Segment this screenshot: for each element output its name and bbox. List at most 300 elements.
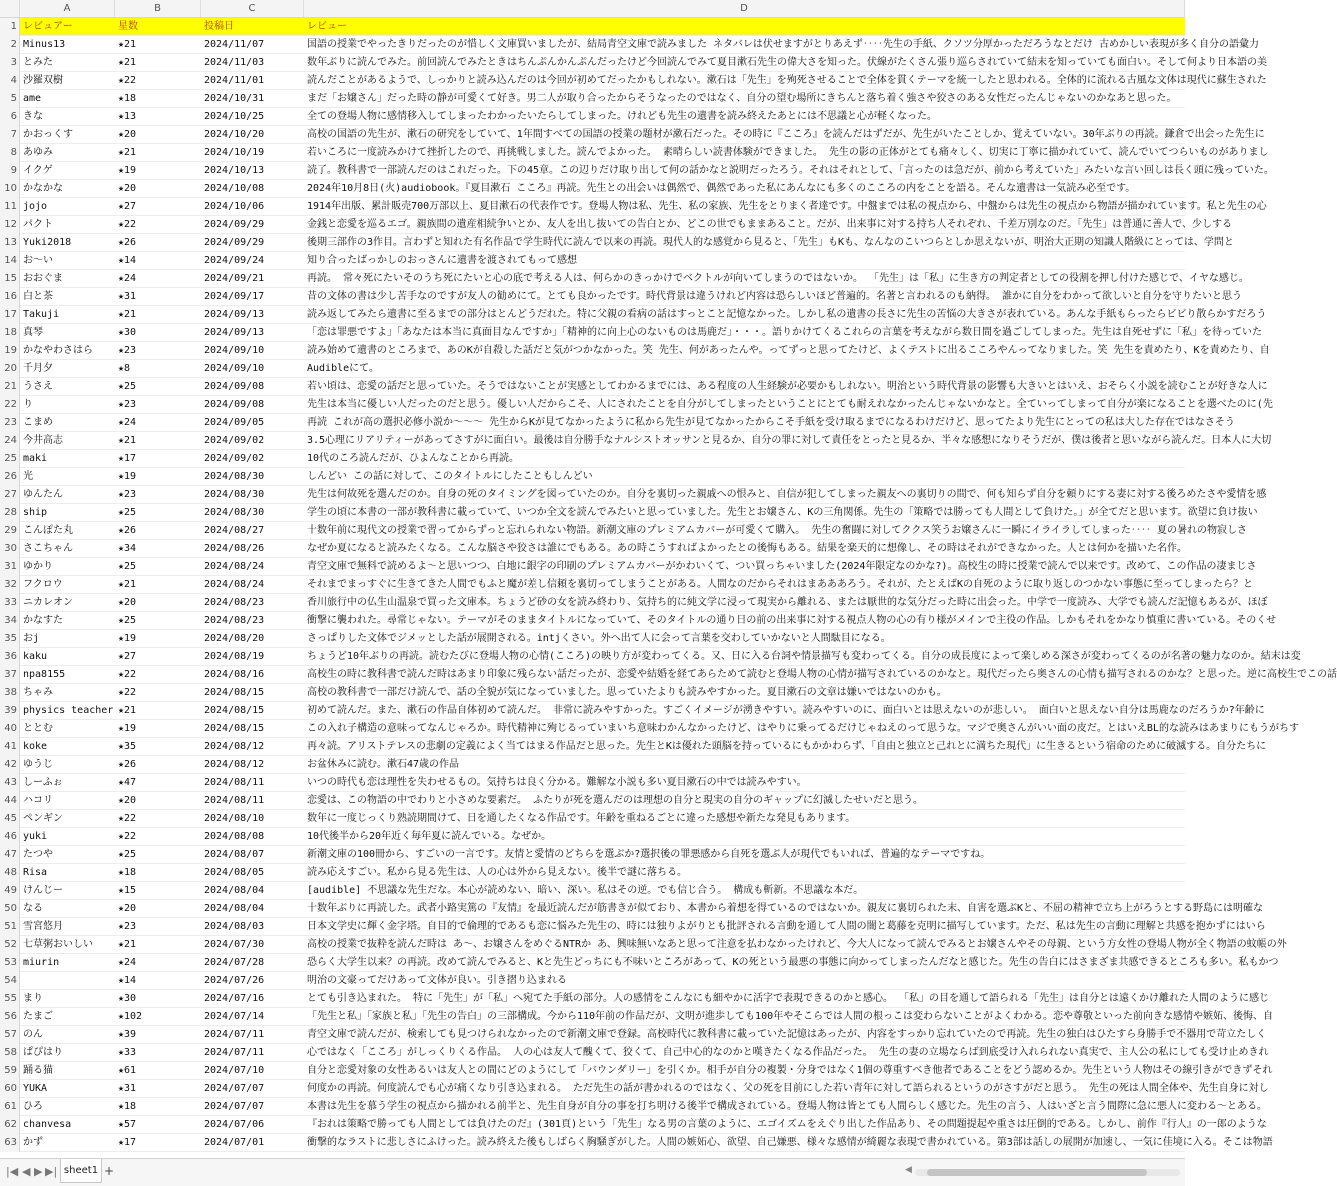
row-number[interactable]: 40: [0, 720, 20, 738]
row-number[interactable]: 18: [0, 324, 20, 342]
review-cell[interactable]: 香川旅行中の仏生山温泉で買った文庫本。ちょうど砂の女を読み終わり、気持ち的に純文学に浸って現実から離れる、または厭世的な気分だった時に出会った。中学で一度読み、大学でも読んだ記憶もあるが、ほぼ: [307, 597, 1268, 608]
row-number[interactable]: 29: [0, 522, 20, 540]
review-cell[interactable]: 数年に一度じっくり熟読期間けて、日を通したくなる作品です。年齢を重ねるごとに違った感想や新たな発見もあります。: [307, 813, 856, 824]
review-cell[interactable]: 10代後半から20年近く毎年夏に読んでいる。なぜか。: [307, 831, 552, 842]
row-number[interactable]: 22: [0, 396, 20, 414]
reviewer-cell[interactable]: ととむ: [23, 723, 53, 734]
reviewer-cell[interactable]: ame: [23, 93, 42, 104]
date-cell[interactable]: 2024/07/11: [204, 1029, 265, 1040]
review-cell[interactable]: お盆休みに読む。漱石47歳の作品: [307, 759, 460, 770]
reviewer-cell[interactable]: たまご: [23, 1011, 53, 1022]
review-cell[interactable]: 本書は先生を慕う学生の視点から描かれる前半と、先生自身が自分の事を打ち明ける後半で構成されている。登場人物は皆とても人間らしく感じた。先生の言う、人はいざと言う間際に急に悪人に変わる～とある。: [307, 1101, 1267, 1112]
row-number[interactable]: 48: [0, 864, 20, 882]
row-number[interactable]: 4: [0, 72, 20, 90]
review-cell[interactable]: いつの時代も恋は理性を失わせるもの。気持ちは良く分かる。難解な小説も多い夏目漱石の中では読みやすい。: [307, 777, 807, 788]
stars-cell[interactable]: ★22: [118, 669, 137, 680]
review-cell[interactable]: 1914年出版、累計販売700万部以上、夏目漱石の代表作です。登場人物は私、先生、私の家族、先生をとりまく者達です。中盤までは私の視点から、中盤からは先生の視点から物語が描かれています。私と先生の心: [307, 201, 1267, 212]
row-number[interactable]: 44: [0, 792, 20, 810]
row-number[interactable]: 41: [0, 738, 20, 756]
stars-cell[interactable]: ★24: [118, 957, 137, 968]
date-cell[interactable]: 2024/10/13: [204, 165, 265, 176]
stars-cell[interactable]: ★20: [118, 183, 137, 194]
reviewer-cell[interactable]: koke: [23, 741, 48, 752]
review-cell[interactable]: 恐らく大学生以来？の再読。改めて読んでみると、Kと先生どっちにも不味いところがあって、Kの死という最悪の事態に向かってしまったんだなと感じた。先生の告白にはさまざま共感できるところも多い。私もかつ: [307, 957, 1279, 968]
review-cell[interactable]: 十数年ぶりに再読した。武者小路実篤の『友情』を最近読んだが筋書きが似ており、本書から着想を得ているのではないか。親友に裏切られた末、自害を選ぶKと、不屈の精神で立ち上がろうとする野島には明確な: [307, 903, 1264, 914]
stars-cell[interactable]: ★21: [118, 57, 137, 68]
row-number[interactable]: 28: [0, 504, 20, 522]
date-cell[interactable]: 2024/11/01: [204, 75, 265, 86]
row-number[interactable]: 56: [0, 1008, 20, 1026]
reviewer-cell[interactable]: Takuji: [23, 309, 60, 320]
stars-cell[interactable]: ★30: [118, 327, 137, 338]
last-sheet-icon[interactable]: ▶|: [45, 1165, 58, 1178]
header-cell-date[interactable]: 投稿日: [204, 21, 234, 32]
stars-cell[interactable]: ★21: [118, 579, 137, 590]
date-cell[interactable]: 2024/08/15: [204, 687, 265, 698]
review-cell[interactable]: 数年ぶりに読んでみた。前回読んでみたときはちんぷんかんぷんだったけど今回読んでみて夏目漱石先生の偉大さを知った。伏線がたくさん張り巡らされていて結末を知っていても面白い。そして何より日本語の美: [307, 57, 1267, 68]
review-cell[interactable]: 全ての登場人物に感情移入してしまったわかったいたらしてしまった。けれども先生の遺書を読み終えたあとには不思議と心が軽くなった。: [307, 111, 937, 122]
date-cell[interactable]: 2024/10/20: [204, 129, 265, 140]
date-cell[interactable]: 2024/08/03: [204, 921, 265, 932]
header-cell-review[interactable]: レビュー: [307, 21, 347, 32]
prev-sheet-icon[interactable]: ◀: [22, 1165, 31, 1178]
review-cell[interactable]: それまでまっすぐに生きてきた人間でもふと魔が差し信頼を裏切ってしまうことがある。人間なのだからそれはまあああろう。それが、たとえばKの自死のように取り返しのつかない事態に至ってしまったら？と: [307, 579, 1254, 590]
date-cell[interactable]: 2024/07/26: [204, 975, 265, 986]
reviewer-cell[interactable]: chanvesa: [23, 1119, 72, 1130]
row-number[interactable]: 13: [0, 234, 20, 252]
stars-cell[interactable]: ★22: [118, 831, 137, 842]
reviewer-cell[interactable]: 七草粥おいしい: [23, 939, 93, 950]
row-number[interactable]: 46: [0, 828, 20, 846]
date-cell[interactable]: 2024/07/01: [204, 1137, 265, 1148]
stars-cell[interactable]: ★27: [118, 651, 137, 662]
review-cell[interactable]: 青空文庫で無料で読めるよ～と思いつつ、白地に銀字の印刷のプレミアムカバーがかわいくて、つい買っちゃいました(2024年限定なのかな?)。高校生の時に授業で読んで以来です。改めて、この作品の凄まじさ: [307, 561, 1257, 572]
stars-cell[interactable]: ★23: [118, 399, 137, 410]
stars-cell[interactable]: ★19: [118, 471, 137, 482]
row-number[interactable]: 24: [0, 432, 20, 450]
row-number[interactable]: 8: [0, 144, 20, 162]
date-cell[interactable]: 2024/09/08: [204, 399, 265, 410]
row-number[interactable]: 31: [0, 558, 20, 576]
date-cell[interactable]: 2024/09/21: [204, 273, 265, 284]
reviewer-cell[interactable]: こんぽた丸: [23, 525, 73, 536]
review-cell[interactable]: 3.5心理にリアリティーがあってさすがに面白い。最後は自分勝手なナルシストオッサンと見るか、自分の罪に対して責任をとったと見るか、半々な感想になりそうだが、僕は後者と思いながら読んだ。日本人に大切: [307, 435, 1272, 446]
reviewer-cell[interactable]: り: [23, 399, 33, 410]
reviewer-cell[interactable]: 沙羅双樹: [23, 75, 63, 86]
stars-cell[interactable]: ★34: [118, 543, 137, 554]
review-cell[interactable]: 恋愛は、この物語の中でわりと小さめな要素だ。 ふたりが死を選んだのは理想の自分と現実の自分のギャップに幻滅したせいだと思う。: [307, 795, 924, 806]
row-number[interactable]: 59: [0, 1062, 20, 1080]
stars-cell[interactable]: ★23: [118, 921, 137, 932]
reviewer-cell[interactable]: jojo: [23, 201, 48, 212]
reviewer-cell[interactable]: 千月夕: [23, 363, 53, 374]
row-number[interactable]: 5: [0, 90, 20, 108]
reviewer-cell[interactable]: おおぐま: [23, 273, 63, 284]
date-cell[interactable]: 2024/08/15: [204, 705, 265, 716]
stars-cell[interactable]: ★26: [118, 237, 137, 248]
reviewer-cell[interactable]: きな: [23, 111, 43, 122]
review-cell[interactable]: Audibleにて。: [307, 363, 379, 374]
row-number[interactable]: 30: [0, 540, 20, 558]
row-number[interactable]: 50: [0, 900, 20, 918]
date-cell[interactable]: 2024/08/08: [204, 831, 265, 842]
stars-cell[interactable]: ★19: [118, 723, 137, 734]
date-cell[interactable]: 2024/09/10: [204, 363, 265, 374]
review-cell[interactable]: 青空文庫で読んだが、検索しても見つけられなかったので新潮文庫で登録。高校時代に教科書に載っていた記憶はあったが、内容をすっかり忘れていたので再読。先生の独白はひたすら身勝手で不器用で苛立たしく: [307, 1029, 1267, 1040]
stars-cell[interactable]: ★21: [118, 147, 137, 158]
first-sheet-icon[interactable]: |◀: [6, 1165, 19, 1178]
review-cell[interactable]: ちょうど10年ぶりの再読。読むたびに登場人物の心情(こころ)の映り方が変わってくる。又、日に入る台詞や情景描写も変わってくる。自分の成長度によって楽しめる深さが変わってくるのが名著の魅力なのか。結末は変: [307, 651, 1301, 662]
date-cell[interactable]: 2024/09/02: [204, 435, 265, 446]
date-cell[interactable]: 2024/09/17: [204, 291, 265, 302]
row-number[interactable]: 35: [0, 630, 20, 648]
date-cell[interactable]: 2024/08/07: [204, 849, 265, 860]
row-number[interactable]: 23: [0, 414, 20, 432]
review-cell[interactable]: 高校の国語の先生が、漱石の研究をしていて、1年間すべての国語の授業の題材が漱石だった。その時に『こころ』を読んだはずだが、先生がいたことしか、覚えていない。30年ぶりの再読。鎌倉で出会った先生に: [307, 129, 1265, 140]
stars-cell[interactable]: ★25: [118, 381, 137, 392]
reviewer-cell[interactable]: ship: [23, 507, 48, 518]
row-number[interactable]: 60: [0, 1080, 20, 1098]
row-number[interactable]: 39: [0, 702, 20, 720]
row-number[interactable]: 55: [0, 990, 20, 1008]
date-cell[interactable]: 2024/08/30: [204, 471, 265, 482]
reviewer-cell[interactable]: かず: [23, 1137, 43, 1148]
date-cell[interactable]: 2024/10/25: [204, 111, 265, 122]
reviewer-cell[interactable]: YUKA: [23, 1083, 48, 1094]
date-cell[interactable]: 2024/08/11: [204, 777, 265, 788]
stars-cell[interactable]: ★22: [118, 813, 137, 824]
stars-cell[interactable]: ★21: [118, 939, 137, 950]
review-cell[interactable]: 金銭と恋愛を巡るエゴ。親族間の遺産相続争いとか、友人を出し抜いての告白とか、どこの世でもままあること。だが、出来事に対する持ち人それぞれ、千差万別なのだ。「先生」は普通に善人で、少しする: [307, 219, 1232, 230]
date-cell[interactable]: 2024/08/10: [204, 813, 265, 824]
date-cell[interactable]: 2024/08/26: [204, 543, 265, 554]
stars-cell[interactable]: ★26: [118, 759, 137, 770]
date-cell[interactable]: 2024/09/24: [204, 255, 265, 266]
header-cell-stars[interactable]: 星数: [118, 21, 138, 32]
date-cell[interactable]: 2024/08/16: [204, 669, 265, 680]
date-cell[interactable]: 2024/09/13: [204, 309, 265, 320]
stars-cell[interactable]: ★14: [118, 255, 137, 266]
stars-cell[interactable]: ★25: [118, 849, 137, 860]
stars-cell[interactable]: ★20: [118, 795, 137, 806]
date-cell[interactable]: 2024/09/29: [204, 219, 265, 230]
column-header-a[interactable]: A: [20, 0, 115, 17]
stars-cell[interactable]: ★25: [118, 507, 137, 518]
review-cell[interactable]: 再々読。アリストテレスの悲劇の定義によく当てはまる作品だと思った。先生とKは優れた頭脳を持っているにもかかわらず、「自由と独立と己れとに満ちた現代」に生きるという宿命のために破滅する。自分たちに: [307, 741, 1267, 752]
date-cell[interactable]: 2024/10/08: [204, 183, 265, 194]
review-cell[interactable]: 知り合ったばっかしのおっさんに遺書を渡されてもって感想: [307, 255, 577, 266]
reviewer-cell[interactable]: kaku: [23, 651, 48, 662]
reviewer-cell[interactable]: 白と茶: [23, 291, 53, 302]
stars-cell[interactable]: ★30: [118, 993, 137, 1004]
row-number[interactable]: 49: [0, 882, 20, 900]
row-number[interactable]: 9: [0, 162, 20, 180]
row-number[interactable]: 43: [0, 774, 20, 792]
review-cell[interactable]: 昔の文体の書は少し苦手なのですが友人の勧めにて。とても良かったです。時代背景は違うけれど内容は恐らしいほど普遍的。名著と言われるのも納得。 誰かに自分をわかって欲しいと自分を守りたいと思う: [307, 291, 1243, 302]
stars-cell[interactable]: ★31: [118, 1083, 137, 1094]
row-number[interactable]: 37: [0, 666, 20, 684]
reviewer-cell[interactable]: フクロウ: [23, 579, 63, 590]
reviewer-cell[interactable]: Risa: [23, 867, 48, 878]
date-cell[interactable]: 2024/08/23: [204, 615, 265, 626]
reviewer-cell[interactable]: イクゲ: [23, 165, 53, 176]
review-cell[interactable]: しんどい この話に対して、このタイトルにしたこともしんどい: [307, 471, 593, 482]
date-cell[interactable]: 2024/07/14: [204, 1011, 265, 1022]
date-cell[interactable]: 2024/09/05: [204, 417, 265, 428]
row-number[interactable]: 32: [0, 576, 20, 594]
row-number[interactable]: 63: [0, 1134, 20, 1152]
row-number[interactable]: 16: [0, 288, 20, 306]
review-cell[interactable]: とても引き込まれた。 特に「先生」が「私」へ宛てた手紙の部分。人の感情をこんなにも細やかに活字で表現できるのかと感心。 「私」の目を通して語られる「先生」は自分とは遠くかけ離れた人間のように感じ: [307, 993, 1270, 1004]
stars-cell[interactable]: ★13: [118, 111, 137, 122]
reviewer-cell[interactable]: まり: [23, 993, 43, 1004]
reviewer-cell[interactable]: ちゃみ: [23, 687, 53, 698]
review-cell[interactable]: 読了。教科書で一部読んだのはこれだった。下の45章。この辺りだけ取り出して何の話かなと説明だったろう。それはそれとして、「言ったのは急だが、前から考えていた」みたいな言い回しは長く頭に残っていた。: [307, 165, 1274, 176]
reviewer-cell[interactable]: miurin: [23, 957, 60, 968]
reviewer-cell[interactable]: かおっくす: [23, 129, 73, 140]
column-header-c[interactable]: C: [201, 0, 304, 17]
row-number[interactable]: 26: [0, 468, 20, 486]
stars-cell[interactable]: ★18: [118, 93, 137, 104]
scroll-left-icon[interactable]: ◀: [905, 1165, 912, 1175]
date-cell[interactable]: 2024/10/19: [204, 147, 265, 158]
date-cell[interactable]: 2024/09/13: [204, 327, 265, 338]
row-number[interactable]: 3: [0, 54, 20, 72]
date-cell[interactable]: 2024/08/23: [204, 597, 265, 608]
add-sheet-icon[interactable]: +: [104, 1164, 115, 1178]
row-number[interactable]: 38: [0, 684, 20, 702]
row-number[interactable]: 7: [0, 126, 20, 144]
reviewer-cell[interactable]: ハコリ: [23, 795, 53, 806]
stars-cell[interactable]: ★20: [118, 597, 137, 608]
row-number[interactable]: 61: [0, 1098, 20, 1116]
review-cell[interactable]: さっぱりした文体でジメッとした話が展開される。intjくさい。外へ出て人に会って言葉を交わしていかないと人間駄目になる。: [307, 633, 891, 644]
review-cell[interactable]: 高校生の時に教科書で読んだ時はあまり印象に残らない話だったが、恋愛や結婚を経てあらためて読むと登場人物の心情が描写されているのかなと。現代だったら奥さんの心情も描写されるのかな？と思った。逆に高校生でこの話: [307, 669, 1337, 680]
reviewer-cell[interactable]: ぱぴはり: [23, 1047, 63, 1058]
reviewer-cell[interactable]: かなかな: [23, 183, 63, 194]
date-cell[interactable]: 2024/11/03: [204, 57, 265, 68]
reviewer-cell[interactable]: あゆみ: [23, 147, 53, 158]
reviewer-cell[interactable]: ペンギン: [23, 813, 63, 824]
reviewer-cell[interactable]: ゆかり: [23, 561, 53, 572]
review-cell[interactable]: 先生は何故死を選んだのか。自身の死のタイミングを図っていたのか。自分を裏切った親戚への恨みと、自信が犯してしまった親友への裏切りの間で、何も知らず自分を頼りにする妻に対する後ろめたさや愛情を感: [307, 489, 1267, 500]
date-cell[interactable]: 2024/07/28: [204, 957, 265, 968]
review-cell[interactable]: 十数年前に現代文の授業で習ってからずっと忘れられない物語。新潮文庫のプレミアムカバーが可愛くて購入。 先生の奮闘に対してククス笑うお嬢さんに一瞬にイライラしてしまった‥‥ 夏の暑れの物寂しさ: [307, 525, 1247, 536]
reviewer-cell[interactable]: 真琴: [23, 327, 43, 338]
reviewer-cell[interactable]: さこちゃん: [23, 543, 73, 554]
review-cell[interactable]: 衝撃的なラストに悲しさにふけった。読み終えた後もしばらく胸騒ぎがした。人間の嫉妬心、欲望、自己嫌悪、様々な感情が綺麗な表現で書かれている。第3部は話しの展開が加速し、一気に佳境に入る。そこは物語: [307, 1137, 1273, 1148]
review-cell[interactable]: 後期三部作の3作目。言わずと知れた有名作品で学生時代に読んで以来の再読。現代人的な感覚から見ると、「先生」もKも、なんなのこいつらとしか思えないが、明治大正期の知識人階級にとっては、学問と: [307, 237, 1234, 248]
date-cell[interactable]: 2024/08/30: [204, 489, 265, 500]
reviewer-cell[interactable]: こまめ: [23, 417, 53, 428]
reviewer-cell[interactable]: 今井高志: [23, 435, 63, 446]
review-cell[interactable]: この入れ子構造の意味ってなんじゃろか。時代精神に殉じるっていまいち意味わかんなかったけど、はやりに乗ってるだけじゃねえのって思うな。マジで奥さんがいい面の皮だ。とはいえBL的な読みはあまりにもうがちす: [307, 723, 1299, 734]
date-cell[interactable]: 2024/08/24: [204, 579, 265, 590]
row-number[interactable]: 12: [0, 216, 20, 234]
date-cell[interactable]: 2024/08/30: [204, 507, 265, 518]
reviewer-cell[interactable]: Yuki2018: [23, 237, 72, 248]
review-cell[interactable]: 再読 これが高の選択必修小説か～～～ 先生からKが見てなかったように私から先生が見てなかったからこそ手紙を受け取るまでになるわけだけど、思ってたより先生にとっての私は大した存在ではなさそう: [307, 417, 1235, 428]
reviewer-cell[interactable]: なる: [23, 903, 43, 914]
reviewer-cell[interactable]: うさえ: [23, 381, 53, 392]
date-cell[interactable]: 2024/09/08: [204, 381, 265, 392]
reviewer-cell[interactable]: かなすた: [23, 615, 63, 626]
review-cell[interactable]: 再読。 常々死にたいそのうち死にたいと心の底で考える人は、何らかのきっかけでベクトルが向いてしまうのではないか。 「先生」は「私」に生き方の判定者としての役割を押し付けた感じで、イヤな感じ。: [307, 273, 1249, 284]
reviewer-cell[interactable]: npa8155: [23, 669, 66, 680]
row-number[interactable]: 42: [0, 756, 20, 774]
reviewer-cell[interactable]: Minus13: [23, 39, 66, 50]
reviewer-cell[interactable]: maki: [23, 453, 48, 464]
date-cell[interactable]: 2024/07/07: [204, 1083, 265, 1094]
date-cell[interactable]: 2024/08/12: [204, 741, 265, 752]
date-cell[interactable]: 2024/10/06: [204, 201, 265, 212]
reviewer-cell[interactable]: パクト: [23, 219, 53, 230]
review-cell[interactable]: 「先生と私」「家族と私」「先生の告白」の三部構成。今から110年前の作品だが、文明が進歩しても100年やそこらでは人間の根っこは変わらないことがよくわかる。恋や尊敬といった前向きな感情や嫉妬、後悔、自: [307, 1011, 1274, 1022]
review-cell[interactable]: 読んだことがあるようで、しっかりと読み込んだのは今回が初めてだったかもしれない。漱石は「先生」を殉死させることで全体を貫くテーマを統一したと思われる。全体的に流れる古風な文体は現代に蘇生された: [307, 75, 1267, 86]
row-number[interactable]: 21: [0, 378, 20, 396]
review-cell[interactable]: 読み応えすごい。私から見る先生は、人の心は外から見えない。後半で謎に落ちる。: [307, 867, 687, 878]
reviewer-cell[interactable]: ゆうじ: [23, 759, 53, 770]
review-cell[interactable]: 日本文学史に輝く金字塔。自目的で倫理的であるも恋に悩みた先生の、時には独りよがりとも批評される言動を通して人間の闇と葛藤を克明に描写しています。ただ、私は先生の言動に理解と共感を抱かずにはいら: [307, 921, 1266, 932]
row-number[interactable]: 51: [0, 918, 20, 936]
review-cell[interactable]: 先生は本当に優しい人だったのだと思う。優しい人だからこそ、人にされたことを自分がしてしまったということにとても耐えれなかったんじゃないかなと。全ていってしまって自分が楽になることを選べたのに(先: [307, 399, 1273, 410]
row-number[interactable]: 11: [0, 198, 20, 216]
row-number[interactable]: 1: [0, 18, 20, 36]
stars-cell[interactable]: ★57: [118, 1119, 137, 1130]
row-number[interactable]: 10: [0, 180, 20, 198]
row-number[interactable]: 2: [0, 36, 20, 54]
reviewer-cell[interactable]: 踊る猫: [23, 1065, 53, 1076]
stars-cell[interactable]: ★25: [118, 561, 137, 572]
stars-cell[interactable]: ★23: [118, 489, 137, 500]
corner-cell[interactable]: [0, 0, 20, 17]
stars-cell[interactable]: ★21: [118, 705, 137, 716]
row-number[interactable]: 27: [0, 486, 20, 504]
date-cell[interactable]: 2024/07/07: [204, 1101, 265, 1112]
row-number[interactable]: 19: [0, 342, 20, 360]
row-number[interactable]: 45: [0, 810, 20, 828]
reviewer-cell[interactable]: physics teacher: [23, 705, 114, 716]
date-cell[interactable]: 2024/08/11: [204, 795, 265, 806]
date-cell[interactable]: 2024/08/15: [204, 723, 265, 734]
stars-cell[interactable]: ★27: [118, 201, 137, 212]
stars-cell[interactable]: ★20: [118, 129, 137, 140]
date-cell[interactable]: 2024/08/19: [204, 651, 265, 662]
review-cell[interactable]: なぜか夏になると読みたくなる。こんな脳さや狡さは誰にでもある。あの時こうすればよかったとの後悔もある。結果を楽天的に想像し、その時はそれができなかった。人とは何かを描いた名作。: [307, 543, 1187, 554]
stars-cell[interactable]: ★39: [118, 1029, 137, 1040]
review-cell[interactable]: 若いころに一度読みかけて挫折したので、再挑戦しました。読んでよかった。 素晴らしい読書体験ができました。 先生の影の正体がとても痛々しく、切実に丁寧に描かれていて、読んでいてつらいものがありまし: [307, 147, 1269, 158]
stars-cell[interactable]: ★26: [118, 525, 137, 536]
sheet-tab-sheet1[interactable]: sheet1: [60, 1159, 102, 1183]
date-cell[interactable]: 2024/09/02: [204, 453, 265, 464]
review-cell[interactable]: 『おれは策略で勝っても人間としては負けたのだ』(301頁)という「先生」なる男の言葉のように、エゴイズムをえぐり出した作品あり、その問題提起や重さは圧倒的である。しかし、前作『行人』の一郎のような: [307, 1119, 1267, 1130]
date-cell[interactable]: 2024/09/29: [204, 237, 265, 248]
date-cell[interactable]: 2024/07/16: [204, 993, 265, 1004]
date-cell[interactable]: 2024/10/31: [204, 93, 265, 104]
stars-cell[interactable]: ★24: [118, 417, 137, 428]
review-cell[interactable]: [audible] 不思議な先生だな。本心が読めない、暗い、深い。私はその逆。でも信じ合う。 構成も斬新。不思議な本だ。: [307, 885, 864, 896]
stars-cell[interactable]: ★23: [118, 345, 137, 356]
stars-cell[interactable]: ★33: [118, 1047, 137, 1058]
review-cell[interactable]: 高校の教科書で一部だけ読んで、話の全貌が気になっていました。思っていたよりも読みやすかった。夏目漱石の文章は嫌いではないのかも。: [307, 687, 947, 698]
stars-cell[interactable]: ★25: [118, 615, 137, 626]
review-cell[interactable]: 2024年10月8日(火)audiobook。『夏目漱石 こころ』再読。先生との出会いは偶然で、偶然であった私にあんなにも多くのこころの内をことを語る。そんな遺書は一気読み必至です。: [307, 183, 1136, 194]
review-cell[interactable]: 自分と恋愛対象の女性あるいは友人との間にどのようにして「バウンダリー」を引くか。相手が自分の複製・分身ではなく1個の尊重すべき他者であることをどう認めるか。先生という人物はその線引きができずそれ: [307, 1065, 1273, 1076]
date-cell[interactable]: 2024/08/27: [204, 525, 265, 536]
stars-cell[interactable]: ★102: [118, 1011, 143, 1022]
reviewer-cell[interactable]: yuki: [23, 831, 48, 842]
stars-cell[interactable]: ★35: [118, 741, 137, 752]
date-cell[interactable]: 2024/07/10: [204, 1065, 265, 1076]
review-cell[interactable]: 学生の頃に本書の一部が教科書に載っていて、いつか全文を読んでみたいと思っていました。先生とお嬢さん、Kの三角関係。先生の「策略では勝っても人間として負けた。」が全てだと思います。欲望に負け抜い: [307, 507, 1258, 518]
reviewer-cell[interactable]: ニカレオン: [23, 597, 73, 608]
stars-cell[interactable]: ★18: [118, 867, 137, 878]
reviewer-cell[interactable]: かなやわさはら: [23, 345, 93, 356]
review-cell[interactable]: 読み始めて遺書のところまで、あのKが自殺した話だと気がつかなかった。笑 先生、何があったんや。ってずっと思ってたけど、よくテストに出るこころやんってなりました。笑 先生を責めたり、Kを責めたり、自: [307, 345, 1270, 356]
stars-cell[interactable]: ★21: [118, 309, 137, 320]
row-number[interactable]: 25: [0, 450, 20, 468]
stars-cell[interactable]: ★21: [118, 435, 137, 446]
stars-cell[interactable]: ★17: [118, 453, 137, 464]
review-cell[interactable]: 10代のころ読んだが、ひよんなことから再読。: [307, 453, 520, 464]
review-cell[interactable]: 明治の文豪ってだけあって文体が良い。引き摺り込まれる: [307, 975, 567, 986]
stars-cell[interactable]: ★22: [118, 75, 137, 86]
row-number[interactable]: 17: [0, 306, 20, 324]
date-cell[interactable]: 2024/11/07: [204, 39, 265, 50]
date-cell[interactable]: 2024/08/20: [204, 633, 265, 644]
horizontal-scrollbar[interactable]: [915, 1169, 1180, 1176]
reviewer-cell[interactable]: お～い: [23, 255, 53, 266]
date-cell[interactable]: 2024/07/30: [204, 939, 265, 950]
next-sheet-icon[interactable]: ▶: [34, 1165, 43, 1178]
scrollbar-thumb[interactable]: [927, 1169, 1147, 1176]
stars-cell[interactable]: ★15: [118, 885, 137, 896]
stars-cell[interactable]: ★22: [118, 219, 137, 230]
stars-cell[interactable]: ★19: [118, 165, 137, 176]
review-cell[interactable]: 読み返してみたら遺書に至るまでの部分はとんどうだれた。特に父親の看病の話はすっとこと記憶なかった。しかし私の遺書の長さに先生の苦悩の大きさが表れている。あんな手紙もらったらビビり散らかすだろう: [307, 309, 1267, 320]
date-cell[interactable]: 2024/08/04: [204, 885, 265, 896]
column-header-d[interactable]: D: [304, 0, 1185, 17]
stars-cell[interactable]: ★14: [118, 975, 137, 986]
reviewer-cell[interactable]: 光: [23, 471, 33, 482]
stars-cell[interactable]: ★61: [118, 1065, 137, 1076]
header-cell-reviewer[interactable]: レビュアー: [23, 21, 73, 32]
reviewer-cell[interactable]: [20, 972, 115, 990]
review-cell[interactable]: 若い頃は、恋愛の話だと思っていた。そうではないことが実感としてわかるまでには、ある程度の人生経験が必要かもしれない。明治という時代背景の影響も大きいとはいえ、おそらく小説を読むことが好きな人に: [307, 381, 1268, 392]
row-number[interactable]: 6: [0, 108, 20, 126]
row-number[interactable]: 34: [0, 612, 20, 630]
reviewer-cell[interactable]: しーふぉ: [23, 777, 63, 788]
row-number[interactable]: 33: [0, 594, 20, 612]
stars-cell[interactable]: ★24: [118, 273, 137, 284]
stars-cell[interactable]: ★19: [118, 633, 137, 644]
row-number[interactable]: 57: [0, 1026, 20, 1044]
review-cell[interactable]: まだ「お嬢さん」だった時の静が可愛くて好き。男二人が取り合ったからそうなったのではなく、自分の望む場所にきちんと落ち着く強さや狡さのある女性だったんじゃないのかなあと思った。: [307, 93, 1177, 104]
row-number[interactable]: 62: [0, 1116, 20, 1134]
reviewer-cell[interactable]: のん: [23, 1029, 43, 1040]
row-number[interactable]: 15: [0, 270, 20, 288]
stars-cell[interactable]: ★31: [118, 291, 137, 302]
stars-cell[interactable]: ★21: [118, 39, 137, 50]
row-number[interactable]: 36: [0, 648, 20, 666]
reviewer-cell[interactable]: ゆんたん: [23, 489, 63, 500]
review-cell[interactable]: 新潮文庫の100冊から、すごいの一言です。友情と愛情のどちらを選ぶか?選択後の罪悪感から自死を選ぶ人が現代でもいれば、普遍的なテーマですね。: [307, 849, 991, 860]
review-cell[interactable]: 衝撃に襲われた。尋常じゃない。テーマがそのままタイトルになっていて、そのタイトルの通り日の前の出来事に対する視点人物の心の有り様がメインで主役の作品。しかもそれをかなり慎重に書いている。そのくせ: [307, 615, 1277, 626]
column-header-b[interactable]: B: [115, 0, 201, 17]
row-number[interactable]: 58: [0, 1044, 20, 1062]
review-cell[interactable]: 心ではなく「こころ」がしっくりくる作品。 人の心は友人て醜くて、狡くて、自己中心的なのかと嘆きたくなる作品だった。 先生の妻の立場ならば到底受け入れられない真実で、主人公の私にしても受け止めきれ: [307, 1047, 1269, 1058]
row-number[interactable]: 52: [0, 936, 20, 954]
